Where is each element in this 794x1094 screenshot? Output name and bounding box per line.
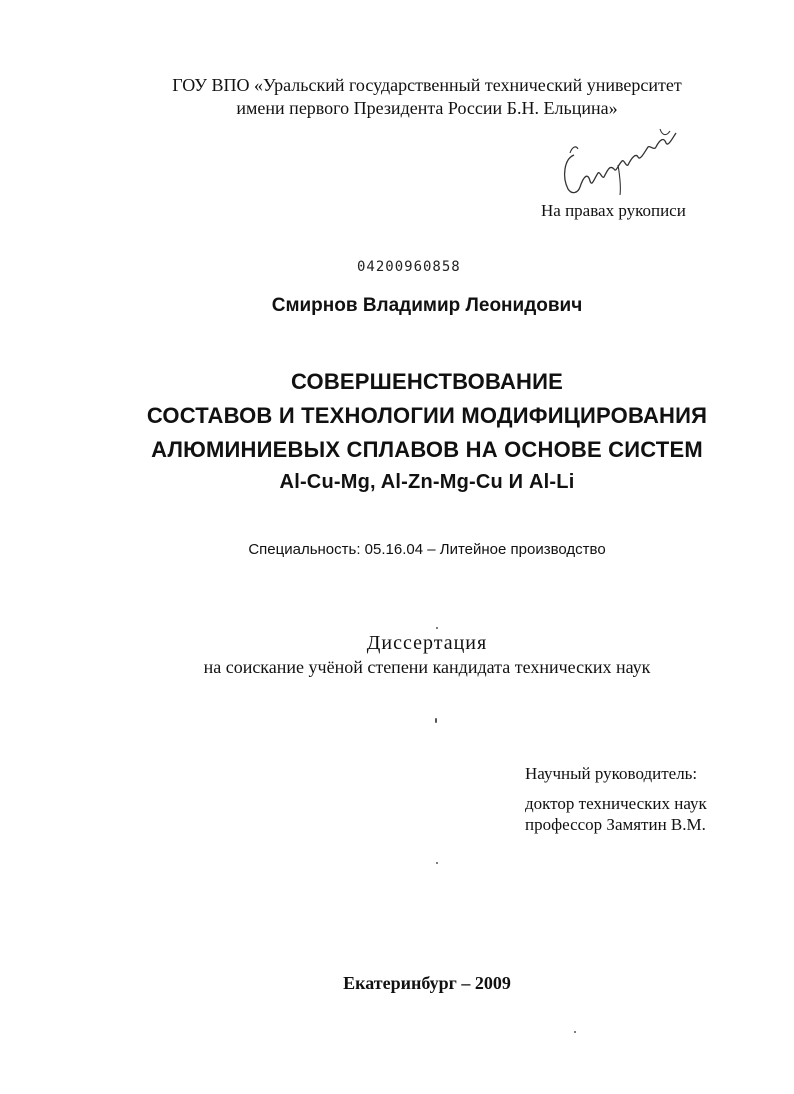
manuscript-rights: На правах рукописи [541,201,686,220]
title-line-3: АЛЮМИНИЕВЫХ СПЛАВОВ НА ОСНОВЕ СИСТЕМ [151,437,703,462]
scan-speck [435,718,437,723]
supervisor-degree: доктор технических наук [525,794,707,813]
document-type: Диссертация [366,632,488,654]
scan-speck [436,627,438,629]
scan-speck [574,1031,576,1033]
title-line-2: СОСТАВОВ И ТЕХНОЛОГИИ МОДИФИЦИРОВАНИЯ [146,403,708,428]
city-year: Екатеринбург – 2009 [343,973,511,993]
institution-line-2: имени первого Президента России Б.Н. Ельцина» [236,98,618,118]
title-line-1: СОВЕРШЕНСТВОВАНИЕ [290,369,564,394]
author-name: Смирнов Владимир Леонидович [271,295,583,316]
specialty: Специальность: 05.16.04 – Литейное производство [248,541,606,558]
scan-speck [436,862,438,864]
institution-line-1: ГОУ ВПО «Уральский государственный технический университет [172,75,682,95]
handwritten-signature [558,125,683,197]
supervisor-label: Научный руководитель: [525,764,698,783]
degree-statement: на соискание учёной степени кандидата технических наук [203,657,651,677]
supervisor-name: профессор Замятин В.М. [525,815,706,834]
catalog-number: 04200960858 [357,259,461,275]
title-line-4: Al-Cu-Mg, Al-Zn-Mg-Cu И Al-Li [279,471,575,493]
